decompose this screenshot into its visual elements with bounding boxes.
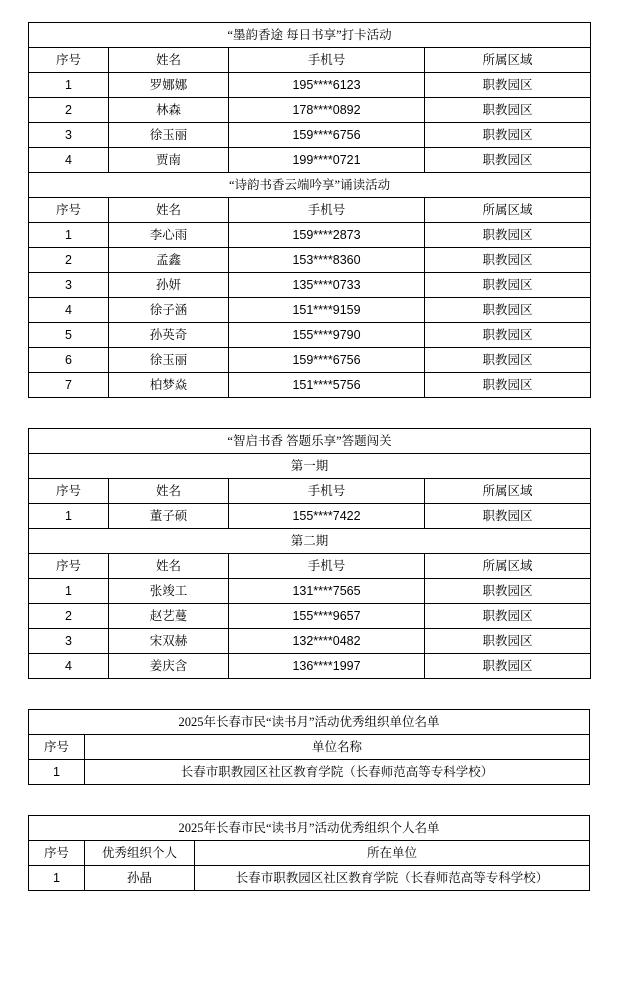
- cell-name: 赵艺蔓: [109, 604, 229, 629]
- cell-area: 职教园区: [425, 248, 591, 273]
- cell-name: 徐玉丽: [109, 348, 229, 373]
- cell-area: 职教园区: [425, 98, 591, 123]
- cell-no: 1: [29, 760, 85, 785]
- column-header-name: 姓名: [109, 48, 229, 73]
- activity-table-1: [28, 22, 591, 398]
- cell-name: 姜庆含: [109, 654, 229, 679]
- cell-phone: 131****7565: [229, 579, 425, 604]
- cell-name: 张竣工: [109, 579, 229, 604]
- cell-no: 4: [29, 654, 109, 679]
- column-header-no: 序号: [29, 48, 109, 73]
- cell-name: 罗娜娜: [109, 73, 229, 98]
- cell-person: 孙晶: [85, 866, 195, 891]
- column-header-unit: 单位名称: [85, 735, 590, 760]
- cell-area: 职教园区: [425, 604, 591, 629]
- cell-area: 职教园区: [425, 579, 591, 604]
- column-header-no: 序号: [29, 841, 85, 866]
- table-row: [29, 373, 591, 398]
- block-spacer: [28, 398, 590, 428]
- cell-no: 4: [29, 298, 109, 323]
- column-header-name: 姓名: [109, 554, 229, 579]
- column-header-unit: 所在单位: [195, 841, 590, 866]
- cell-no: 2: [29, 604, 109, 629]
- table-title: 2025年长春市民“读书月”活动优秀组织单位名单: [29, 710, 590, 735]
- table-header-row: [29, 198, 591, 223]
- column-header-person: 优秀组织个人: [85, 841, 195, 866]
- cell-phone: 199****0721: [229, 148, 425, 173]
- cell-phone: 155****7422: [229, 504, 425, 529]
- cell-name: 柏梦焱: [109, 373, 229, 398]
- cell-phone: 136****1997: [229, 654, 425, 679]
- cell-no: 2: [29, 248, 109, 273]
- cell-no: 1: [29, 579, 109, 604]
- column-header-area: 所属区域: [425, 554, 591, 579]
- table-row: [29, 323, 591, 348]
- cell-area: 职教园区: [425, 273, 591, 298]
- cell-area: 职教园区: [425, 298, 591, 323]
- table-header-row: [29, 554, 591, 579]
- table-title-row: [29, 23, 591, 48]
- cell-phone: 155****9657: [229, 604, 425, 629]
- cell-no: 1: [29, 73, 109, 98]
- block-spacer: [28, 679, 590, 709]
- table-row: [29, 654, 591, 679]
- cell-no: 3: [29, 123, 109, 148]
- table-title-row: [29, 173, 591, 198]
- phase-title: 第二期: [29, 529, 591, 554]
- table-title-row: [29, 429, 591, 454]
- activity-table-2: [28, 428, 591, 679]
- table-row: [29, 348, 591, 373]
- table-header-row: [29, 479, 591, 504]
- cell-no: 6: [29, 348, 109, 373]
- cell-name: 李心雨: [109, 223, 229, 248]
- cell-area: 职教园区: [425, 123, 591, 148]
- table-row: [29, 579, 591, 604]
- table-title-row: [29, 816, 590, 841]
- cell-phone: 132****0482: [229, 629, 425, 654]
- activity-block-2: [28, 428, 590, 679]
- cell-no: 4: [29, 148, 109, 173]
- cell-phone: 135****0733: [229, 273, 425, 298]
- phase-title-row: [29, 529, 591, 554]
- cell-no: 2: [29, 98, 109, 123]
- table-row: [29, 148, 591, 173]
- cell-area: 职教园区: [425, 373, 591, 398]
- cell-phone: 151****9159: [229, 298, 425, 323]
- column-header-no: 序号: [29, 198, 109, 223]
- cell-name: 孙英奇: [109, 323, 229, 348]
- cell-area: 职教园区: [425, 323, 591, 348]
- cell-phone: 159****6756: [229, 123, 425, 148]
- cell-name: 徐玉丽: [109, 123, 229, 148]
- column-header-name: 姓名: [109, 479, 229, 504]
- table-title: “诗韵书香云端吟享”诵读活动: [29, 173, 591, 198]
- column-header-area: 所属区域: [425, 48, 591, 73]
- table-row: [29, 123, 591, 148]
- column-header-phone: 手机号: [229, 48, 425, 73]
- table-title: “墨韵香途 每日书享”打卡活动: [29, 23, 591, 48]
- unit-list-block: [28, 709, 590, 785]
- table-title: “智启书香 答题乐享”答题闯关: [29, 429, 591, 454]
- cell-phone: 178****0892: [229, 98, 425, 123]
- person-list-block: [28, 815, 590, 891]
- cell-phone: 195****6123: [229, 73, 425, 98]
- cell-area: 职教园区: [425, 629, 591, 654]
- column-header-name: 姓名: [109, 198, 229, 223]
- table-row: [29, 629, 591, 654]
- cell-area: 职教园区: [425, 504, 591, 529]
- column-header-no: 序号: [29, 735, 85, 760]
- cell-no: 7: [29, 373, 109, 398]
- table-header-row: [29, 735, 590, 760]
- table-header-row: [29, 48, 591, 73]
- cell-area: 职教园区: [425, 348, 591, 373]
- table-row: [29, 866, 590, 891]
- cell-name: 孟鑫: [109, 248, 229, 273]
- column-header-phone: 手机号: [229, 198, 425, 223]
- cell-area: 职教园区: [425, 223, 591, 248]
- cell-unit: 长春市职教园区社区教育学院（长春师范高等专科学校）: [195, 866, 590, 891]
- column-header-no: 序号: [29, 554, 109, 579]
- column-header-area: 所属区域: [425, 198, 591, 223]
- table-row: [29, 248, 591, 273]
- cell-no: 3: [29, 273, 109, 298]
- cell-phone: 151****5756: [229, 373, 425, 398]
- cell-name: 孙妍: [109, 273, 229, 298]
- cell-phone: 159****2873: [229, 223, 425, 248]
- table-title-row: [29, 710, 590, 735]
- table-row: [29, 604, 591, 629]
- cell-name: 宋双赫: [109, 629, 229, 654]
- column-header-phone: 手机号: [229, 479, 425, 504]
- cell-phone: 159****6756: [229, 348, 425, 373]
- table-row: [29, 298, 591, 323]
- table-header-row: [29, 841, 590, 866]
- column-header-area: 所属区域: [425, 479, 591, 504]
- table-row: [29, 98, 591, 123]
- phase-title-row: [29, 454, 591, 479]
- unit-list-table: [28, 709, 590, 785]
- cell-phone: 155****9790: [229, 323, 425, 348]
- cell-no: 5: [29, 323, 109, 348]
- cell-no: 1: [29, 866, 85, 891]
- table-row: [29, 223, 591, 248]
- cell-name: 贾南: [109, 148, 229, 173]
- cell-area: 职教园区: [425, 73, 591, 98]
- cell-name: 董子硕: [109, 504, 229, 529]
- phase-title: 第一期: [29, 454, 591, 479]
- column-header-phone: 手机号: [229, 554, 425, 579]
- table-row: [29, 73, 591, 98]
- cell-name: 徐子涵: [109, 298, 229, 323]
- table-row: [29, 273, 591, 298]
- cell-no: 1: [29, 223, 109, 248]
- table-row: [29, 760, 590, 785]
- cell-area: 职教园区: [425, 654, 591, 679]
- table-row: [29, 504, 591, 529]
- cell-phone: 153****8360: [229, 248, 425, 273]
- cell-no: 3: [29, 629, 109, 654]
- cell-unit: 长春市职教园区社区教育学院（长春师范高等专科学校）: [85, 760, 590, 785]
- cell-area: 职教园区: [425, 148, 591, 173]
- activity-block-1: [28, 22, 590, 398]
- column-header-no: 序号: [29, 479, 109, 504]
- person-list-table: [28, 815, 590, 891]
- block-spacer: [28, 785, 590, 815]
- cell-name: 林森: [109, 98, 229, 123]
- cell-no: 1: [29, 504, 109, 529]
- table-title: 2025年长春市民“读书月”活动优秀组织个人名单: [29, 816, 590, 841]
